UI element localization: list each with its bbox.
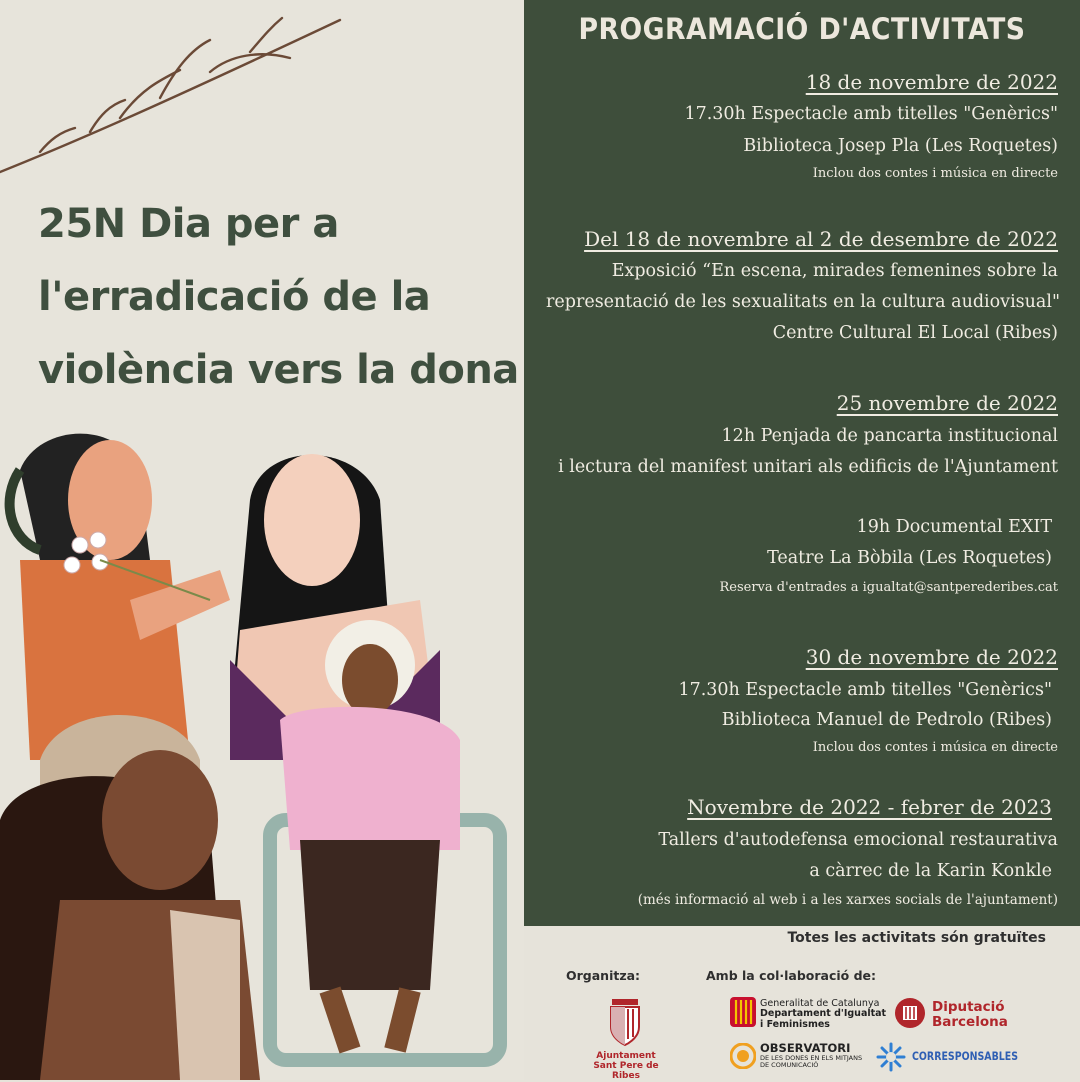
event-line: Biblioteca Josep Pla (Les Roquetes) bbox=[743, 136, 1058, 156]
event-line: i lectura del manifest unitari als edificis de l'Ajuntament bbox=[558, 457, 1058, 477]
generalitat-line: Generalitat de Catalunya bbox=[760, 998, 880, 1009]
observatori-line: OBSERVATORI bbox=[760, 1041, 851, 1055]
event-note: (més informació al web i a les xarxes socials de l'ajuntament) bbox=[637, 892, 1058, 908]
collaboration-label: Amb la col·laboració de: bbox=[706, 968, 877, 983]
observatori-line: DE LES DONES EN ELS MITJANS bbox=[760, 1053, 863, 1062]
event-note: Inclou dos contes i música en directe bbox=[812, 740, 1058, 755]
event-line: Exposició “En escena, mirades femenines sobre la bbox=[611, 261, 1058, 281]
event-line: 17.30h Espectacle amb titelles "Genèrics" bbox=[684, 104, 1058, 124]
generalitat-logo-text bbox=[760, 999, 886, 1030]
event-line: Biblioteca Manuel de Pedrolo (Ribes) bbox=[721, 710, 1052, 730]
event-line: 17.30h Espectacle amb titelles "Genèrics" bbox=[678, 680, 1052, 700]
ajuntament-shield-icon bbox=[608, 997, 642, 1047]
event-date: 25 novembre de 2022 bbox=[836, 391, 1058, 415]
observatori-logo-text bbox=[760, 1042, 862, 1069]
program-heading: PROGRAMACIÓ D'ACTIVITATS bbox=[578, 12, 1026, 46]
event-line: 19h Documental EXIT bbox=[856, 517, 1052, 537]
event-line: 12h Penjada de pancarta institucional bbox=[721, 426, 1058, 446]
generalitat-line: i Feminismes bbox=[760, 1018, 830, 1030]
corresponsables-logo-text: CORRESPONSABLES bbox=[912, 1049, 1019, 1063]
event-note: Reserva d'entrades a igualtat@santperederibes.cat bbox=[719, 580, 1058, 595]
title-line-1: 25N Dia per a bbox=[38, 201, 339, 247]
diputacio-seal-icon bbox=[894, 997, 926, 1029]
event-date: 18 de novembre de 2022 bbox=[805, 70, 1058, 94]
ajuntament-name: Ajuntament bbox=[596, 1051, 656, 1061]
diputacio-logo-text bbox=[932, 1000, 1008, 1030]
event-date: Del 18 de novembre al 2 de desembre de 2022 bbox=[584, 227, 1058, 251]
left-column bbox=[0, 0, 524, 1080]
corresponsables-icon bbox=[876, 1042, 906, 1072]
title-line-3: violència vers la dona bbox=[38, 347, 519, 393]
event-note: Inclou dos contes i música en directe bbox=[812, 166, 1058, 181]
branch-illustration bbox=[0, 0, 360, 180]
diputacio-line: Barcelona bbox=[932, 1013, 1008, 1030]
event-line: Tallers d'autodefensa emocional restaurativa bbox=[658, 830, 1058, 850]
event-date: Novembre de 2022 - febrer de 2023 bbox=[687, 795, 1052, 819]
observatori-icon bbox=[730, 1043, 756, 1069]
free-activities-note: Totes les activitats són gratuïtes bbox=[787, 930, 1046, 946]
event-line: a càrrec de la Karin Konkle bbox=[809, 861, 1052, 881]
event-line: representació de les sexualitats en la cultura audiovisual" bbox=[546, 292, 1060, 312]
page-title bbox=[38, 188, 518, 407]
ajuntament-logo-text bbox=[590, 1052, 662, 1082]
ajuntament-town: Sant Pere de Ribes bbox=[593, 1060, 659, 1081]
title-line-2: l'erradicació de la bbox=[38, 274, 431, 320]
event-line: Centre Cultural El Local (Ribes) bbox=[772, 323, 1058, 343]
event-date: 30 de novembre de 2022 bbox=[805, 645, 1058, 669]
event-line: Teatre La Bòbila (Les Roquetes) bbox=[767, 548, 1052, 568]
generalitat-line: Departament d'Igualtat bbox=[760, 1008, 887, 1020]
diputacio-line: Diputació bbox=[932, 999, 1005, 1015]
program-panel bbox=[524, 0, 1080, 926]
organitza-label: Organitza: bbox=[566, 968, 641, 983]
women-illustration bbox=[0, 430, 524, 1080]
generalitat-flag-icon bbox=[730, 997, 756, 1027]
observatori-line: DE COMUNICACIÓ bbox=[760, 1060, 819, 1069]
